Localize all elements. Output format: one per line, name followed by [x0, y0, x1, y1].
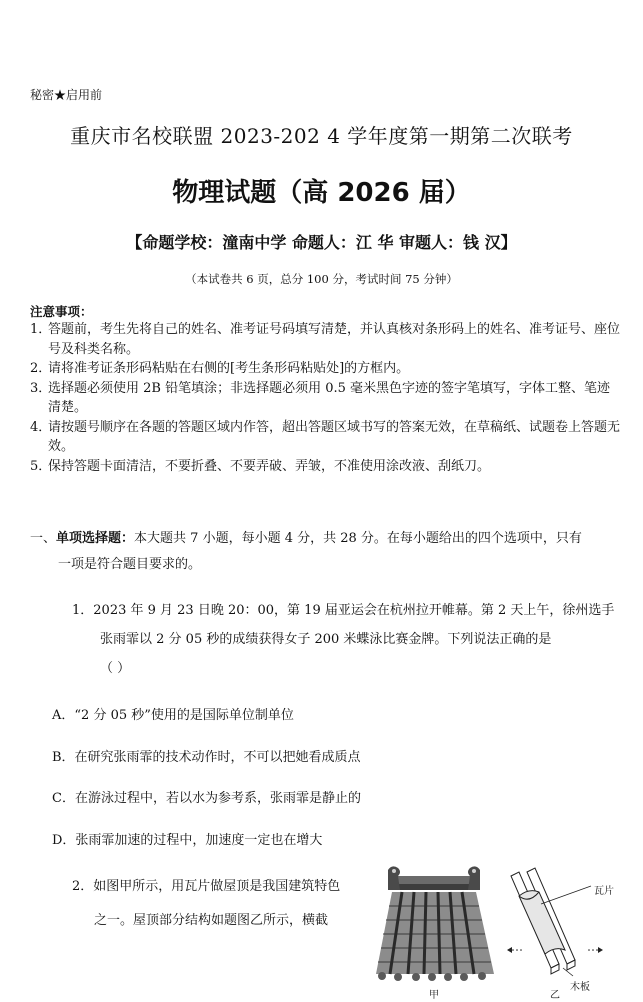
- notice-item: [30, 359, 620, 379]
- notice-list: [30, 320, 620, 476]
- option-a: A．“2 分 05 秒”使用的是国际单位制单位: [52, 708, 294, 723]
- notice-item-text: 答题前，考生先将自己的姓名、准考证号码填写清楚，并认真核对条形码上的姓名、准考证号、座位号及科类名称。: [48, 322, 621, 357]
- notice-item-number: 2．: [30, 361, 52, 376]
- question-2-line: 之一。屋顶部分结构如题图乙所示，横截: [94, 913, 329, 928]
- question-1-line: 张雨霏以 2 分 05 秒的成绩获得女子 200 米蝶泳比赛金牌。下列说法正确的是: [100, 632, 552, 647]
- section-instruction-cont: 一项是符合题目要求的。: [58, 557, 202, 572]
- notice-item-number: 3．: [30, 380, 52, 396]
- notice-item: [30, 418, 620, 457]
- section-type: 单项选择题：: [56, 531, 135, 546]
- question-1-line: 1．2023 年 9 月 23 日晚 20：00，第 19 届亚运会在杭州拉开帷幕。第 2 天上午，徐州选手: [72, 603, 615, 618]
- notice-item: [30, 320, 620, 359]
- notice-item-number: 4．: [30, 419, 52, 435]
- option-b: B．在研究张雨霏的技术动作时，不可以把她看成质点: [52, 750, 361, 765]
- notice-item: [30, 379, 620, 418]
- notice-heading: 注意事项：: [30, 304, 93, 319]
- notice-item-text: 请按题号顺序在各题的答题区域内作答，超出答题区域书写的答案无效，在草稿纸、试题卷上答题无效。: [48, 419, 621, 454]
- section-heading: [30, 526, 620, 578]
- notice-item-text: 选择题必须使用 2B 铅笔填涂；非选择题必须用 0.5 毫米黑色字迹的签字笔填写，字体工整、笔迹清楚。: [48, 380, 611, 415]
- roof-tiles-figure: [370, 862, 498, 988]
- secret-label: 秘密★启用前: [30, 88, 103, 102]
- figure-label-yi: 乙: [550, 990, 560, 1001]
- exam-meta: （本试卷共 6 页，总分 100 分，考试时间 75 分钟）: [185, 272, 458, 286]
- subject-title: 物理试题（高 2026 届）: [172, 178, 471, 208]
- notice-item-text: 保持答题卡面清洁，不要折叠、不要弄破、弄皱，不准使用涂改液、刮纸刀。: [48, 458, 491, 474]
- question-2-line: 2．如图甲所示，用瓦片做屋顶是我国建筑特色: [72, 879, 341, 894]
- authors-line: 【命题学校：潼南中学 命题人：江 华 审题人：钱 汉】: [126, 233, 517, 252]
- option-c: C．在游泳过程中，若以水为参考系，张雨霏是静止的: [52, 791, 361, 806]
- question-1: [72, 596, 620, 683]
- section-instruction: 本大题共 7 小题，每小题 4 分，共 28 分。在每小题给出的四个选项中，只有: [134, 531, 582, 546]
- exam-title: 重庆市名校联盟 2023-202 4 学年度第一期第二次联考: [70, 124, 573, 148]
- question-2: [72, 870, 340, 938]
- option-d: D．张雨霏加速的过程中，加速度一定也在增大: [52, 833, 323, 848]
- section-number: 一、: [30, 531, 57, 546]
- notice-item-number: 5．: [30, 458, 52, 474]
- figure-label-tile: 瓦片: [594, 886, 614, 897]
- notice-item-text: 请将准考证条形码粘贴在右侧的[考生条形码粘贴处]的方框内。: [48, 361, 410, 376]
- notice-item-number: 1．: [30, 322, 52, 337]
- question-1-blank: （ ）: [100, 661, 131, 676]
- figure-label-jia: 甲: [429, 990, 439, 1001]
- figure-label-board: 木板: [570, 982, 590, 993]
- notice-item: [30, 457, 620, 477]
